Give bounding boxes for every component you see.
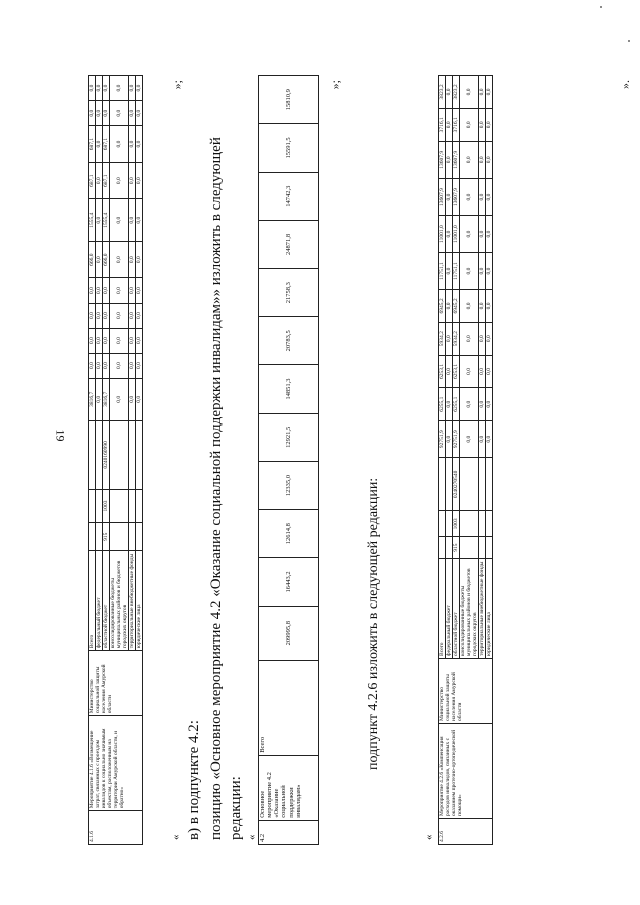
funding-source-label: Всего xyxy=(89,551,96,651)
funding-source-label: Всего xyxy=(259,660,319,755)
value-cell: 12614,8 xyxy=(259,510,319,558)
value-cell: 0,0 xyxy=(460,388,479,421)
value-cell: 0,0 xyxy=(460,108,479,141)
value-cell: 0,0 xyxy=(136,303,143,328)
value-cell: 0,0 xyxy=(479,141,486,178)
funding-source-label: юридические лица xyxy=(486,558,493,658)
value-cell: 0,0 xyxy=(89,303,96,328)
value-cell: 1555,4 xyxy=(89,199,96,241)
value-cell: 14742,3 xyxy=(259,172,319,220)
value-cell: 13607,9 xyxy=(439,141,446,178)
value-cell: 0,0 xyxy=(103,101,110,126)
value-cell: 0,0 xyxy=(110,278,129,303)
value-cell: 20783,5 xyxy=(259,317,319,365)
scan-speck xyxy=(600,6,602,8)
value-cell: 0,0 xyxy=(110,303,129,328)
rz-cell xyxy=(479,511,486,537)
measure-name: Мероприятие 4.1.6 «Возмещение затрат, связанных с проездом инвалидов к социально значимым объектам, расположенным на территории Амурской области, и обратно» xyxy=(89,716,143,811)
rz-cell xyxy=(439,511,446,537)
value-cell: 0,0 xyxy=(446,388,453,421)
value-cell: 0,0 xyxy=(96,328,103,353)
value-cell: 0,0 xyxy=(96,101,103,126)
funding-source-label: юридические лица xyxy=(136,551,143,651)
page-number: 19 xyxy=(53,429,68,442)
value-cell: 0,0 xyxy=(446,253,453,290)
csr-cell: 0240270540 xyxy=(453,458,460,511)
value-cell: 0,0 xyxy=(129,328,136,353)
value-cell: 0,0 xyxy=(486,76,493,109)
value-cell: 0,0 xyxy=(89,353,96,378)
value-cell: 0,0 xyxy=(486,178,493,215)
value-cell: 12921,5 xyxy=(259,413,319,461)
executor-cell: Министерство социальной защиты населения Амурской области xyxy=(89,651,143,716)
value-cell: 0,0 xyxy=(479,322,486,355)
value-cell: 0,0 xyxy=(446,355,453,388)
table-row xyxy=(439,76,446,845)
executor-cell: Министерство социальной защиты населения Амурской области xyxy=(439,658,493,723)
value-cell: 0,0 xyxy=(460,289,479,322)
grbs-cell xyxy=(486,537,493,559)
value-cell: 0,0 xyxy=(110,353,129,378)
value-cell: 0,0 xyxy=(460,322,479,355)
value-cell: 0,0 xyxy=(460,141,479,178)
measure-name: Мероприятие 4.2.6 «Компенсация расходов инвалидов, связанных с оказанием протезно-ортопедической помощи» xyxy=(439,723,493,818)
value-cell: 0,0 xyxy=(460,178,479,215)
value-cell: 0,0 xyxy=(486,108,493,141)
value-cell: 6255,1 xyxy=(453,388,460,421)
rz-cell: 1003 xyxy=(453,511,460,537)
value-cell: 6945,2 xyxy=(439,289,446,322)
value-cell: 0,0 xyxy=(479,253,486,290)
value-cell: 6253,1 xyxy=(453,355,460,388)
value-cell: 0,0 xyxy=(479,289,486,322)
value-cell: 3823,2 xyxy=(439,76,446,109)
quote-open-3: « xyxy=(423,834,435,840)
value-cell: 0,0 xyxy=(486,216,493,253)
value-cell: 0,0 xyxy=(89,278,96,303)
csr-cell xyxy=(96,421,103,490)
value-cell: 0,0 xyxy=(110,162,129,199)
quote-close-3: ». xyxy=(618,80,632,89)
value-cell: 0,0 xyxy=(96,378,103,420)
value-cell: 666,0 xyxy=(103,241,110,278)
value-cell: 6945,2 xyxy=(453,289,460,322)
value-cell: 0,0 xyxy=(96,278,103,303)
csr-cell xyxy=(479,458,486,511)
rz-cell xyxy=(460,511,479,537)
value-cell: 3823,2 xyxy=(453,76,460,109)
value-cell: 0,0 xyxy=(96,353,103,378)
value-cell: 0,0 xyxy=(136,199,143,241)
rz-cell xyxy=(446,511,453,537)
value-cell: 11001,0 xyxy=(439,216,446,253)
value-cell: 21758,3 xyxy=(259,269,319,317)
table-main-measure-4-2 xyxy=(258,75,319,845)
value-cell: 0,0 xyxy=(129,199,136,241)
value-cell: 0,0 xyxy=(89,328,96,353)
value-cell: 0,0 xyxy=(96,241,103,278)
value-cell: 0,0 xyxy=(96,76,103,101)
csr-cell xyxy=(439,458,446,511)
value-cell: 0,0 xyxy=(479,421,486,458)
value-cell: 0,0 xyxy=(110,378,129,420)
value-cell: 0,0 xyxy=(136,162,143,199)
rz-cell: 1003 xyxy=(103,489,110,523)
value-cell: 0,0 xyxy=(486,141,493,178)
measure-code: 4.2 xyxy=(259,820,319,844)
value-cell: 5934,2 xyxy=(439,322,446,355)
value-cell: 0,0 xyxy=(136,278,143,303)
value-cell: 16443,2 xyxy=(259,558,319,606)
rz-cell xyxy=(136,489,143,523)
value-cell: 0,0 xyxy=(96,126,103,163)
rz-cell xyxy=(96,489,103,523)
value-cell: 687,1 xyxy=(89,162,96,199)
value-cell: 6255,1 xyxy=(439,388,446,421)
value-cell: 209995,8 xyxy=(259,606,319,660)
funding-source-label: консолидированные бюджеты муниципальных районов и бюджетов городских округов xyxy=(460,558,479,658)
csr-cell xyxy=(110,421,129,490)
value-cell: 0,0 xyxy=(89,76,96,101)
measure-code: 4.2.6 xyxy=(439,818,493,844)
grbs-cell xyxy=(129,523,136,551)
csr-cell xyxy=(89,421,96,490)
value-cell: 0,0 xyxy=(479,388,486,421)
csr-cell xyxy=(136,421,143,490)
value-cell: 0,0 xyxy=(129,278,136,303)
grbs-cell xyxy=(460,537,479,559)
heading-subitem: подпункт 4.2.6 изложить в следующей редакции: xyxy=(366,477,381,770)
value-cell: 0,0 xyxy=(103,328,110,353)
value-cell: 0,0 xyxy=(446,108,453,141)
value-cell: 0,0 xyxy=(103,278,110,303)
value-cell: 687,1 xyxy=(89,126,96,163)
quote-close-1: »; xyxy=(170,80,184,90)
value-cell: 0,0 xyxy=(110,126,129,163)
quote-close-2: »; xyxy=(328,80,342,90)
quote-open-1: « xyxy=(170,834,182,840)
grbs-cell xyxy=(89,523,96,551)
value-cell: 0,0 xyxy=(96,303,103,328)
value-cell: 0,0 xyxy=(460,421,479,458)
value-cell: 0,0 xyxy=(136,241,143,278)
value-cell: 0,0 xyxy=(129,126,136,163)
value-cell: 0,0 xyxy=(129,378,136,420)
para-position-cont: редакции: xyxy=(228,776,244,840)
value-cell: 0,0 xyxy=(129,76,136,101)
value-cell: 0,0 xyxy=(103,353,110,378)
value-cell: 0,0 xyxy=(110,101,129,126)
value-cell: 0,0 xyxy=(460,76,479,109)
table-measure-4-1-6 xyxy=(88,75,143,845)
value-cell: 0,0 xyxy=(460,253,479,290)
para-position: позицию «Основное мероприятие 4.2 «Оказание социальной поддержки инвалидам»» изложить в следующей xyxy=(208,137,224,840)
grbs-cell xyxy=(96,523,103,551)
heading-b: в) в подпункте 4.2: xyxy=(186,720,202,840)
scan-speck xyxy=(628,40,630,42)
grbs-cell: 915 xyxy=(453,537,460,559)
value-cell: 0,0 xyxy=(446,76,453,109)
value-cell: 3816,7 xyxy=(89,378,96,420)
rz-cell xyxy=(89,489,96,523)
csr-cell xyxy=(129,421,136,490)
value-cell: 0,0 xyxy=(479,216,486,253)
csr-cell xyxy=(460,458,479,511)
measure-name: Основное мероприятие 4.2 «Оказание социальной поддержки инвалидам» xyxy=(259,755,319,820)
value-cell: 0,0 xyxy=(96,199,103,241)
value-cell: 3716,1 xyxy=(439,108,446,141)
value-cell: 0,0 xyxy=(136,76,143,101)
value-cell: 0,0 xyxy=(96,162,103,199)
value-cell: 11751,1 xyxy=(453,253,460,290)
grbs-cell xyxy=(446,537,453,559)
value-cell: 0,0 xyxy=(136,328,143,353)
value-cell: 15591,5 xyxy=(259,124,319,172)
value-cell: 0,0 xyxy=(486,421,493,458)
value-cell: 0,0 xyxy=(446,289,453,322)
grbs-cell xyxy=(136,523,143,551)
funding-source-label: консолидированные бюджеты муниципальных районов и бюджетов городских округов xyxy=(110,551,129,651)
value-cell: 0,0 xyxy=(479,178,486,215)
value-cell: 687,1 xyxy=(103,126,110,163)
value-cell: 687,1 xyxy=(103,162,110,199)
funding-source-label: Всего xyxy=(439,558,446,658)
value-cell: 0,0 xyxy=(486,289,493,322)
quote-open-2: « xyxy=(246,834,258,840)
value-cell: 5934,2 xyxy=(453,322,460,355)
grbs-cell xyxy=(479,537,486,559)
value-cell: 0,0 xyxy=(446,141,453,178)
value-cell: 1555,4 xyxy=(103,199,110,241)
value-cell: 0,0 xyxy=(446,322,453,355)
value-cell: 6253,1 xyxy=(439,355,446,388)
table-row xyxy=(259,76,319,845)
csr-cell: 0240160990 xyxy=(103,421,110,490)
grbs-cell: 915 xyxy=(103,523,110,551)
grbs-cell xyxy=(439,537,446,559)
value-cell: 13607,9 xyxy=(453,178,460,215)
rz-cell xyxy=(110,489,129,523)
value-cell: 0,0 xyxy=(129,101,136,126)
value-cell: 11001,0 xyxy=(453,216,460,253)
table-measure-4-2-6 xyxy=(438,75,493,845)
value-cell: 0,0 xyxy=(136,126,143,163)
rz-cell xyxy=(129,489,136,523)
value-cell: 12335,0 xyxy=(259,461,319,509)
csr-cell xyxy=(446,458,453,511)
grbs-cell xyxy=(110,523,129,551)
value-cell: 0,0 xyxy=(89,101,96,126)
value-cell: 0,0 xyxy=(486,355,493,388)
value-cell: 0,0 xyxy=(103,303,110,328)
value-cell: 0,0 xyxy=(479,76,486,109)
value-cell: 0,0 xyxy=(110,241,129,278)
value-cell: 15810,9 xyxy=(259,76,319,124)
value-cell: 0,0 xyxy=(110,328,129,353)
value-cell: 3816,7 xyxy=(103,378,110,420)
funding-source-label: областной бюджет xyxy=(103,551,110,651)
value-cell: 92751,9 xyxy=(439,421,446,458)
value-cell: 0,0 xyxy=(136,378,143,420)
value-cell: 3716,1 xyxy=(453,108,460,141)
funding-source-label: федеральный бюджет xyxy=(446,558,453,658)
value-cell: 11751,1 xyxy=(439,253,446,290)
value-cell: 0,0 xyxy=(479,108,486,141)
value-cell: 0,0 xyxy=(486,388,493,421)
csr-cell xyxy=(486,458,493,511)
value-cell: 666,0 xyxy=(89,241,96,278)
value-cell: 14851,3 xyxy=(259,365,319,413)
table-row xyxy=(89,76,96,845)
value-cell: 0,0 xyxy=(479,355,486,388)
value-cell: 0,0 xyxy=(110,199,129,241)
value-cell: 0,0 xyxy=(486,322,493,355)
value-cell: 0,0 xyxy=(136,353,143,378)
value-cell: 0,0 xyxy=(129,241,136,278)
rz-cell xyxy=(486,511,493,537)
value-cell: 13607,9 xyxy=(439,178,446,215)
value-cell: 0,0 xyxy=(129,353,136,378)
value-cell: 0,0 xyxy=(129,303,136,328)
value-cell: 0,0 xyxy=(460,216,479,253)
value-cell: 92751,9 xyxy=(453,421,460,458)
funding-source-label: территориальные внебюджетные фонды xyxy=(479,558,486,658)
funding-source-label: территориальные внебюджетные фонды xyxy=(129,551,136,651)
value-cell: 0,0 xyxy=(446,178,453,215)
funding-source-label: областной бюджет xyxy=(453,558,460,658)
measure-code: 4.1.6 xyxy=(89,811,143,845)
value-cell: 0,0 xyxy=(129,162,136,199)
value-cell: 0,0 xyxy=(460,355,479,388)
value-cell: 24871,8 xyxy=(259,220,319,268)
rotated-document-body xyxy=(78,60,638,860)
value-cell: 0,0 xyxy=(446,216,453,253)
value-cell: 0,0 xyxy=(136,101,143,126)
value-cell: 0,0 xyxy=(486,253,493,290)
value-cell: 0,0 xyxy=(446,421,453,458)
value-cell: 13607,9 xyxy=(453,141,460,178)
funding-source-label: федеральный бюджет xyxy=(96,551,103,651)
value-cell: 0,0 xyxy=(110,76,129,101)
value-cell: 0,0 xyxy=(103,76,110,101)
